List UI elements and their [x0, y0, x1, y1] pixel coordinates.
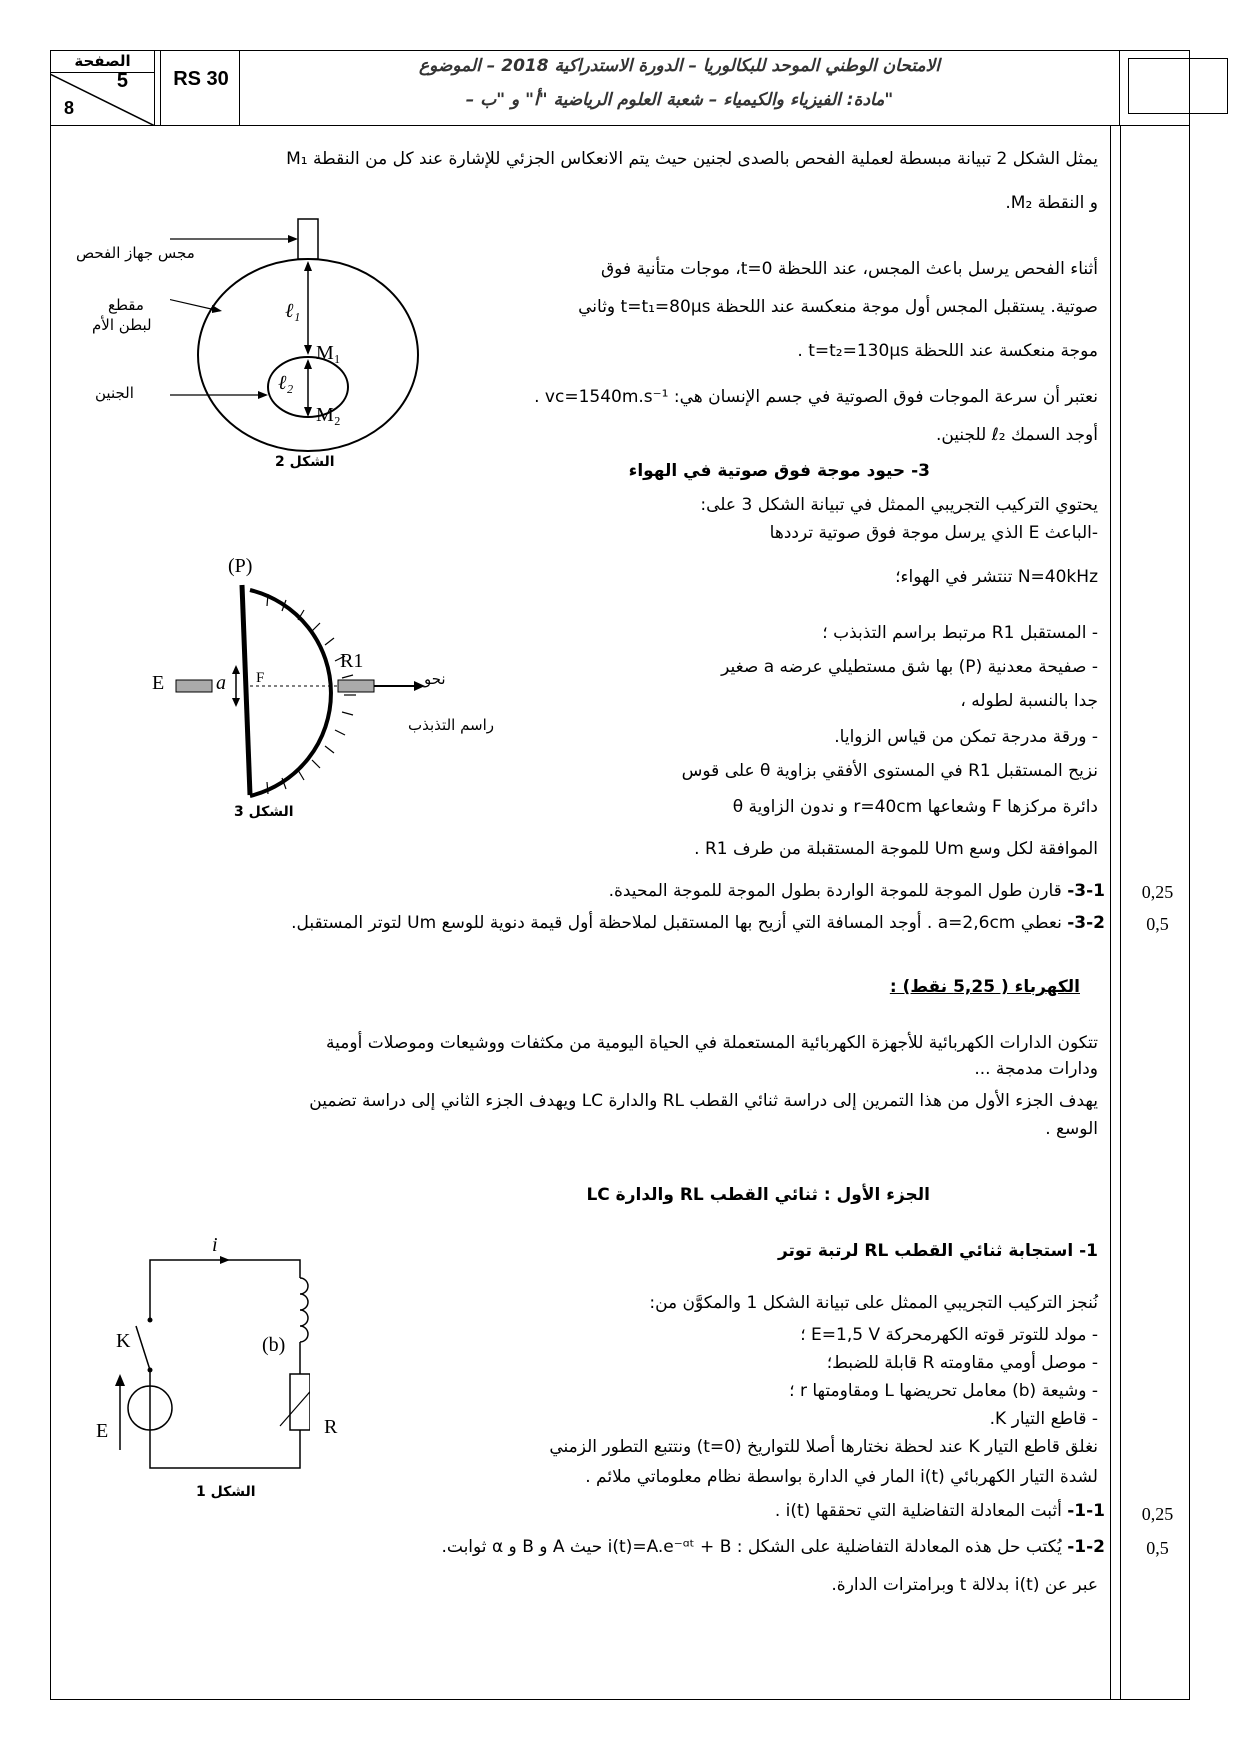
closing-line-2: لشدة التيار الكهربائي i(t) المار في الدارة بواسطة نظام معلوماتي ملائم .: [585, 1467, 1098, 1487]
plate-p: [242, 585, 250, 795]
ultrasound-intro-line-2: و النقطة M₂.: [1005, 193, 1098, 213]
electricity-intro-line-1: تتكون الدارات الكهربائية للأجهزة الكهربائية المستعملة في الحياة اليومية من مكثفات ووشيعات وموصلات أومية: [326, 1033, 1098, 1053]
electricity-aim-line-1: يهدف الجزء الأول من هذا التمرين إلى دراسة ثنائي القطب RL والدارة LC ويهدف الجزء الثاني إلى دراسة تضمين: [309, 1091, 1098, 1111]
graduated-arc: [250, 590, 331, 796]
question-3-2-number: 3-2-: [1067, 913, 1105, 933]
ultrasound-intro-line-1: يمثل الشكل 2 تبيانة مبسطة لعملية الفحص بالصدى لجنين حيث يتم الانعكاس الجزئي للإشارة عند كل من النقطة M₁: [286, 149, 1098, 169]
exam-code: RS 30: [173, 68, 229, 90]
question-1-1-number: 1-1-: [1067, 1501, 1105, 1521]
emitter-item-line-2: N=40kHz تنتشر في الهواء؛: [895, 567, 1098, 587]
question-1-2-number: 1-2-: [1067, 1537, 1105, 1557]
figure-2-diagram: [170, 215, 450, 475]
margin-rule-2: [1120, 126, 1121, 1700]
belly-section-label-1: مقطع: [108, 296, 144, 314]
question-1-2: [441, 1536, 1105, 1558]
figure-2-caption: الشكل 2: [275, 454, 335, 470]
page-total: 8: [64, 98, 75, 118]
probe-label: مجس جهاز الفحص: [76, 244, 195, 262]
component-coil: - وشيعة (b) معامل تحريضها L ومقاومتها r ؛: [789, 1381, 1098, 1401]
diffraction-p-line-1: نزيح المستقبل R1 في المستوى الأفقي بزاوية θ على قوس: [681, 761, 1098, 781]
plate-item-line-2: جدا بالنسبة لطوله ،: [960, 691, 1098, 711]
figure-3-diagram: [150, 570, 510, 830]
emf-label: E: [96, 1420, 109, 1442]
question-3-2-mark: 0,5: [1146, 914, 1169, 934]
component-generator: - مولد للتوتر قوته الكهرمحركة E=1,5 V ؛: [800, 1325, 1098, 1345]
question-1-1-mark: 0,25: [1141, 1504, 1174, 1524]
emitter-label: E: [152, 672, 165, 694]
figure-1-caption: الشكل 1: [196, 1484, 256, 1500]
focus-label: F: [256, 670, 265, 686]
question-1-2-mark: 0,5: [1146, 1538, 1169, 1558]
switch-label: K: [116, 1330, 131, 1352]
question-3-2: [291, 912, 1105, 934]
resistor-label: R: [324, 1416, 338, 1438]
question-1-2-text-2: عبر عن i(t) بدلالة t وبرامترات الدارة.: [831, 1575, 1098, 1595]
coil-b: [300, 1278, 308, 1342]
oscilloscope-label: راسم التذبذب: [408, 716, 495, 734]
exam-title-line-1: الامتحان الوطني الموحد للبكالوريا – الدورة الاستدراكية 2018 – الموضوع: [419, 56, 940, 76]
page-number-box: [50, 50, 155, 126]
electricity-intro-line-2: ودارات مدمجة ...: [974, 1059, 1098, 1079]
resistor-r: [290, 1374, 310, 1430]
diffraction-title: 3- حيود موجة فوق صوتية في الهواء: [628, 461, 930, 481]
closing-line-1: نغلق قاطع التيار K عند لحظة نختارها أصلا للتواريخ (t=0) ونتتبع التطور الزمني: [549, 1437, 1098, 1457]
m1-label: M₁: [316, 342, 341, 364]
graduated-paper-item: - ورقة مدرجة تمكن من قياس الزوايا.: [834, 727, 1098, 747]
margin-rule: [1110, 126, 1111, 1700]
coil-label: (b): [262, 1334, 286, 1356]
receiver-r1: [338, 680, 374, 692]
question-3-1-mark: 0,25: [1141, 882, 1174, 902]
part-1-title: الجزء الأول : ثنائي القطب RL والدارة LC: [586, 1185, 930, 1205]
emitter-e: [176, 680, 212, 692]
figure-3-caption: الشكل 3: [234, 804, 294, 820]
figure-1-circuit: [110, 1250, 310, 1490]
m2-label: M₂: [316, 404, 341, 426]
fetus-label: الجنين: [95, 384, 134, 402]
receiver-label: R1: [340, 650, 364, 672]
electricity-title: الكهرباء ( 5,25 نقط) :: [889, 977, 1080, 997]
page-label: الصفحة: [50, 52, 155, 73]
question-1-1: [775, 1500, 1105, 1522]
plate-label: (P): [228, 555, 253, 577]
question-3-1-number: 3-1-: [1067, 881, 1105, 901]
ultrasound-question: أوجد السمك ℓ₂ للجنين.: [935, 425, 1098, 445]
question-1-1-text: أثبت المعادلة التفاضلية التي تحققها i(t) .: [774, 1501, 1062, 1521]
ultrasound-speed: نعتبر أن سرعة الموجات فوق الصوتية في جسم الإنسان هي: vc=1540m.s⁻¹ .: [534, 387, 1098, 407]
question-3-1: [609, 880, 1105, 902]
exam-title-box: [240, 50, 1120, 126]
setup-intro: نُنجز التركيب التجريبي الممثل على تبيانة الشكل 1 والمكوَّن من:: [649, 1293, 1098, 1313]
towards-label: نحو: [424, 670, 446, 688]
l1-label: ℓ₁: [285, 300, 301, 322]
question-1-2-text: يُكتب حل هذه المعادلة التفاضلية على الشكل : i(t)=A.e⁻ᵅᵗ + B حيث A و B و α ثوابت.: [441, 1537, 1062, 1557]
header: [50, 50, 1190, 126]
electricity-aim-line-2: الوسع .: [1045, 1119, 1098, 1139]
exam-code-box: [160, 50, 240, 126]
component-resistor: - موصل أومي مقاومته R قابلة للضبط؛: [826, 1353, 1098, 1373]
page-number: 5: [116, 70, 128, 92]
diffraction-intro: يحتوي التركيب التجريبي الممثل في تبيانة الشكل 3 على:: [700, 495, 1098, 515]
receiver-item: - المستقبل R1 مرتبط براسم التذبذب ؛: [822, 623, 1098, 643]
ultrasound-p1-line-3: موجة منعكسة عند اللحظة t=t₂=130μs .: [797, 341, 1098, 361]
l2-label: ℓ₂: [278, 372, 294, 394]
ultrasound-p1-line-2: صوتية. يستقبل المجس أول موجة منعكسة عند اللحظة t=t₁=80μs وثاني: [578, 297, 1098, 317]
emitter-item-line-1: -الباعث E الذي يرسل موجة فوق صوتية ترددها: [769, 523, 1098, 543]
belly-section-label-2: لبطن الأم: [92, 316, 152, 334]
question-3-2-text: نعطي a=2,6cm . أوجد المسافة التي أزيح بها المستقبل لملاحظة أول قيمة دنوية للوسع Um لتوتر المستقبل.: [291, 913, 1062, 933]
diffraction-p-line-2: دائرة مركزها F وشعاعها r=40cm و ندون الزاوية θ: [732, 797, 1098, 817]
switch-k: [136, 1326, 150, 1370]
exam-title-line-2: – مادة: الفيزياء والكيمياء – شعبة العلوم الرياضية "أ" و "ب": [465, 90, 894, 110]
probe-rect: [298, 219, 318, 259]
section-1-title: 1- استجابة ثنائي القطب RL لرتبة توتر: [777, 1241, 1098, 1261]
plate-item-line-1: - صفيحة معدنية (P) بها شق مستطيلي عرضه a صغير: [721, 657, 1098, 677]
grade-box: [1128, 58, 1228, 114]
question-3-1-text: قارن طول الموجة للموجة الواردة بطول الموجة للموجة المحيدة.: [608, 881, 1062, 901]
diffraction-p-line-3: الموافقة لكل وسع Um للموجة المستقبلة من طرف R1 .: [694, 839, 1098, 859]
component-switch: - قاطع التيار K.: [989, 1409, 1098, 1429]
slit-width-label: a: [216, 672, 226, 694]
current-label: i: [212, 1234, 218, 1256]
ultrasound-p1-line-1: أثناء الفحص يرسل باعث المجس، عند اللحظة t=0، موجات متأنية فوق: [600, 259, 1098, 279]
